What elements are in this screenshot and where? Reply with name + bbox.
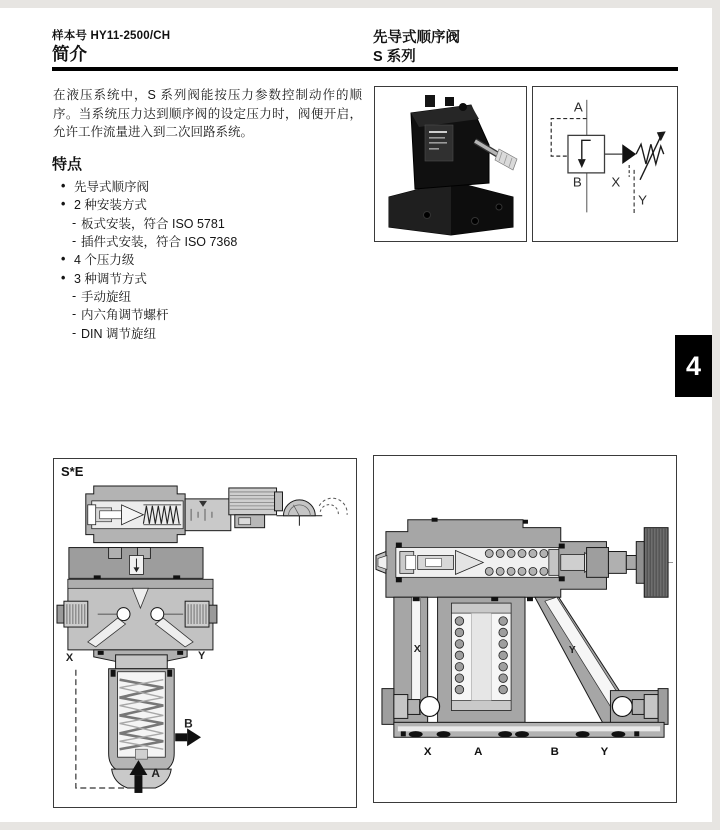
bullet-marker: • <box>61 270 66 285</box>
fig-right-channel-y: Y <box>568 644 576 656</box>
product-photo <box>375 87 526 241</box>
bullet-marker: • <box>61 179 66 194</box>
fig-left-port-x: X <box>65 651 74 664</box>
feature-text: 内六角调节螺杆 <box>81 308 169 323</box>
feature-item <box>61 250 351 268</box>
page-title: 简介 <box>52 44 87 64</box>
dash-marker: - <box>72 307 77 322</box>
feature-item <box>61 195 351 213</box>
product-photo-box <box>374 86 527 242</box>
bullet-marker: • <box>61 252 66 267</box>
feature-text: 手动旋纽 <box>81 289 132 304</box>
feature-text: 3 种调节方式 <box>74 271 147 286</box>
feature-item <box>61 177 351 195</box>
figure-model-label: S*E <box>61 464 84 479</box>
symbol-port-y-label: Y <box>638 192 647 208</box>
fig-right-port-x: X <box>423 746 432 759</box>
feature-subitem <box>61 232 351 250</box>
bullet-marker: • <box>61 197 66 212</box>
feature-text: 插件式安装，符合 ISO 7368 <box>81 235 238 250</box>
symbol-port-x-label: X <box>611 174 621 190</box>
feature-subitem <box>61 214 351 232</box>
chapter-tab <box>675 335 712 397</box>
fig-right-channel-x: X <box>413 643 421 655</box>
cross-section-right <box>374 456 676 802</box>
cross-section-left-box <box>53 458 357 808</box>
series-name: S 系列 <box>373 49 416 65</box>
feature-subitem <box>61 305 351 323</box>
fig-right-port-y: Y <box>600 746 609 759</box>
feature-item <box>61 268 351 286</box>
dash-marker: - <box>72 288 77 303</box>
hydraulic-symbol-box <box>532 86 678 242</box>
catalog-number: 样本号 HY11-2500/CH <box>52 30 171 42</box>
symbol-port-b-label: B <box>572 174 582 190</box>
dash-marker: - <box>72 325 77 340</box>
feature-subitem <box>61 287 351 305</box>
symbol-port-a-label: A <box>573 99 583 115</box>
fig-left-port-y: Y <box>198 649 206 662</box>
features-list <box>61 177 351 342</box>
feature-subitem <box>61 323 351 341</box>
fig-left-port-a: A <box>151 766 160 781</box>
dash-marker: - <box>72 215 77 230</box>
product-name: 先导式顺序阀 <box>373 30 460 46</box>
fig-right-port-b: B <box>550 746 559 759</box>
intro-paragraph: 在液压系统中，S 系列阀能按压力参数控制动作的顺序。当系统压力达到顺序阀的设定压力时，阀便开启，允许工作流量进入到二次回路系统。 <box>53 88 362 139</box>
cross-section-right-box <box>373 455 677 803</box>
features-heading: 特点 <box>52 156 83 173</box>
feature-text: 2 种安装方式 <box>74 198 147 213</box>
cross-section-left <box>54 459 356 807</box>
feature-text: 板式安装，符合 ISO 5781 <box>81 216 225 231</box>
feature-text: 4 个压力级 <box>74 253 135 268</box>
header-rule <box>52 67 678 71</box>
feature-text: 先导式顺序阀 <box>74 180 150 195</box>
feature-text: DIN 调节旋纽 <box>81 326 157 341</box>
hydraulic-symbol <box>533 87 677 241</box>
chapter-number: 4 <box>685 350 702 381</box>
fig-right-port-a: A <box>474 746 483 759</box>
dash-marker: - <box>72 234 77 249</box>
fig-left-port-b: B <box>184 716 193 731</box>
